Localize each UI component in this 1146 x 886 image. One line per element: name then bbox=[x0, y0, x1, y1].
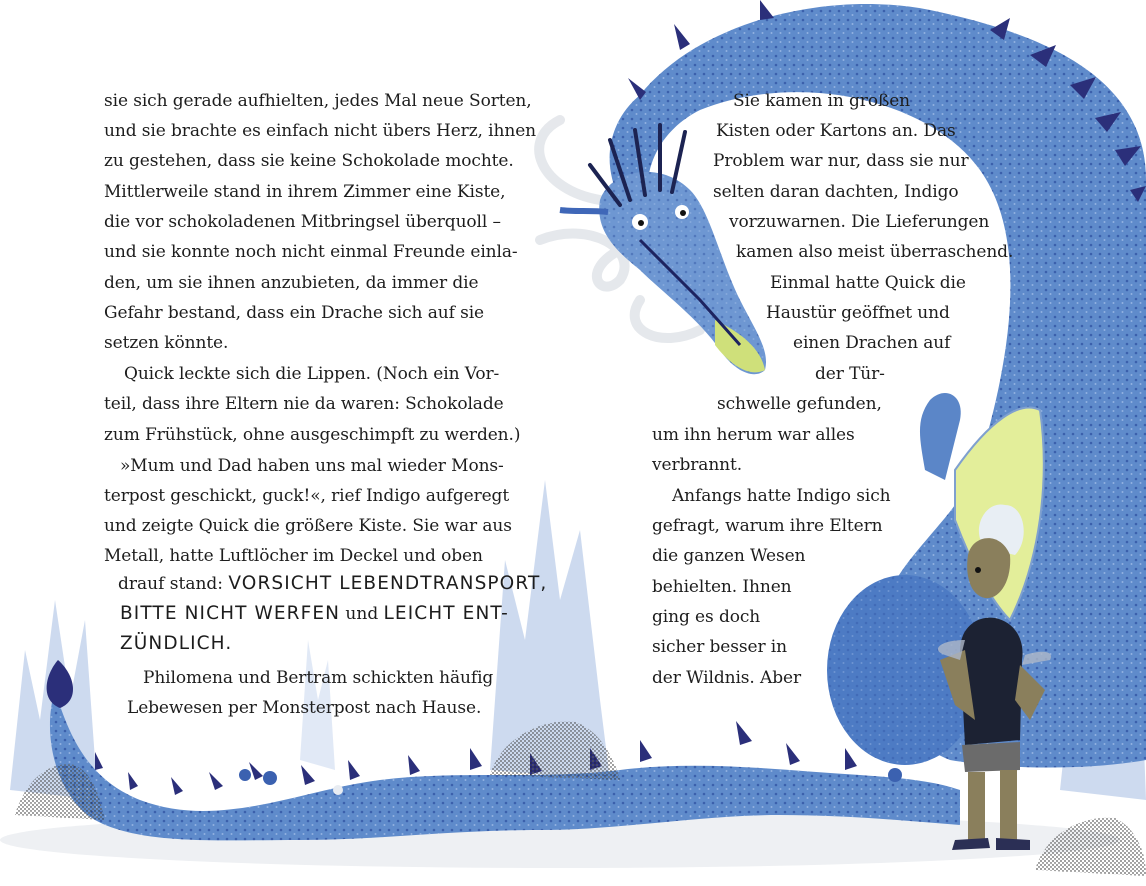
right-page-text-line: Problem war nur, dass sie nur bbox=[713, 151, 969, 171]
left-page-text-line: Quick leckte sich die Lippen. (Noch ein Vor- bbox=[124, 364, 500, 384]
label-line-1 bbox=[118, 574, 547, 594]
left-page-text-line: zum Frühstück, ohne ausgeschimpft zu werden.) bbox=[104, 425, 521, 445]
left-page-text-line: und sie brachte es einfach nicht übers Herz, ihnen bbox=[104, 121, 537, 141]
label-line-3 bbox=[120, 634, 232, 654]
left-page-text-line: Metall, hatte Luftlöcher im Deckel und oben bbox=[104, 546, 483, 566]
label-and: und bbox=[345, 604, 379, 624]
right-page-text-line: behielten. Ihnen bbox=[652, 577, 792, 597]
right-page-text-line: ging es doch bbox=[652, 607, 761, 627]
label-warning-2a: BITTE NICHT WERFEN bbox=[120, 603, 341, 624]
left-page-text-line: die vor schokoladenen Mitbringsel überquoll – bbox=[104, 212, 501, 232]
label-warning-1: VORSICHT LEBENDTRANSPORT, bbox=[228, 573, 548, 594]
left-page-text-line: den, um sie ihnen anzubieten, da immer die bbox=[104, 273, 479, 293]
left-page-text-line: setzen könnte. bbox=[104, 333, 229, 353]
right-page-text-line: der Wildnis. Aber bbox=[652, 668, 801, 688]
left-page-text-line: Gefahr bestand, dass ein Drache sich auf sie bbox=[104, 303, 485, 323]
label-line-2 bbox=[120, 604, 509, 624]
label-intro: drauf stand: bbox=[118, 574, 224, 594]
left-page-text-line: Philomena und Bertram schickten häufig bbox=[143, 668, 494, 688]
right-page-text-line: um ihn herum war alles bbox=[652, 425, 855, 445]
left-page-text-line: Mittlerweile stand in ihrem Zimmer eine Kiste, bbox=[104, 182, 506, 202]
left-page-text-line: terpost geschickt, guck!«, rief Indigo aufgeregt bbox=[104, 486, 510, 506]
right-page-text-line: der Tür- bbox=[815, 364, 885, 384]
left-page-text-line: zu gestehen, dass sie keine Schokolade mochte. bbox=[104, 151, 514, 171]
right-page-text-line: sicher besser in bbox=[652, 637, 787, 657]
right-page-text-line: schwelle gefunden, bbox=[717, 394, 882, 414]
right-page-text-line: vorzuwarnen. Die Lieferungen bbox=[729, 212, 990, 232]
right-page-text-line: gefragt, warum ihre Eltern bbox=[652, 516, 883, 536]
right-page-text-line: Haustür geöffnet und bbox=[766, 303, 950, 323]
right-page-text-line: Anfangs hatte Indigo sich bbox=[672, 486, 891, 506]
right-page-text-line: die ganzen Wesen bbox=[652, 546, 806, 566]
left-page-text-line: sie sich gerade aufhielten, jedes Mal neue Sorten, bbox=[104, 91, 532, 111]
right-page-text-line: Einmal hatte Quick die bbox=[770, 273, 966, 293]
right-page-text-line: kamen also meist überraschend. bbox=[736, 242, 1014, 262]
left-page-text-line: und sie konnte noch nicht einmal Freunde einla- bbox=[104, 242, 518, 262]
left-page-text-line: und zeigte Quick die größere Kiste. Sie war aus bbox=[104, 516, 512, 536]
right-page bbox=[573, 0, 1146, 886]
left-page-text-line: teil, dass ihre Eltern nie da waren: Schokolade bbox=[104, 394, 504, 414]
label-warning-2b: LEICHT ENT- bbox=[383, 603, 509, 624]
right-page-text-line: einen Drachen auf bbox=[793, 333, 951, 353]
right-page-text-line: selten daran dachten, Indigo bbox=[713, 182, 959, 202]
right-page-text-line: verbrannt. bbox=[652, 455, 743, 475]
label-warning-3: ZÜNDLICH. bbox=[120, 633, 233, 654]
left-page-text-line: »Mum und Dad haben uns mal wieder Mons- bbox=[120, 456, 504, 476]
left-page-text-line: Lebewesen per Monsterpost nach Hause. bbox=[127, 698, 482, 718]
right-page-text-line: Kisten oder Kartons an. Das bbox=[716, 121, 956, 141]
right-page-text-line: Sie kamen in großen bbox=[733, 91, 911, 111]
